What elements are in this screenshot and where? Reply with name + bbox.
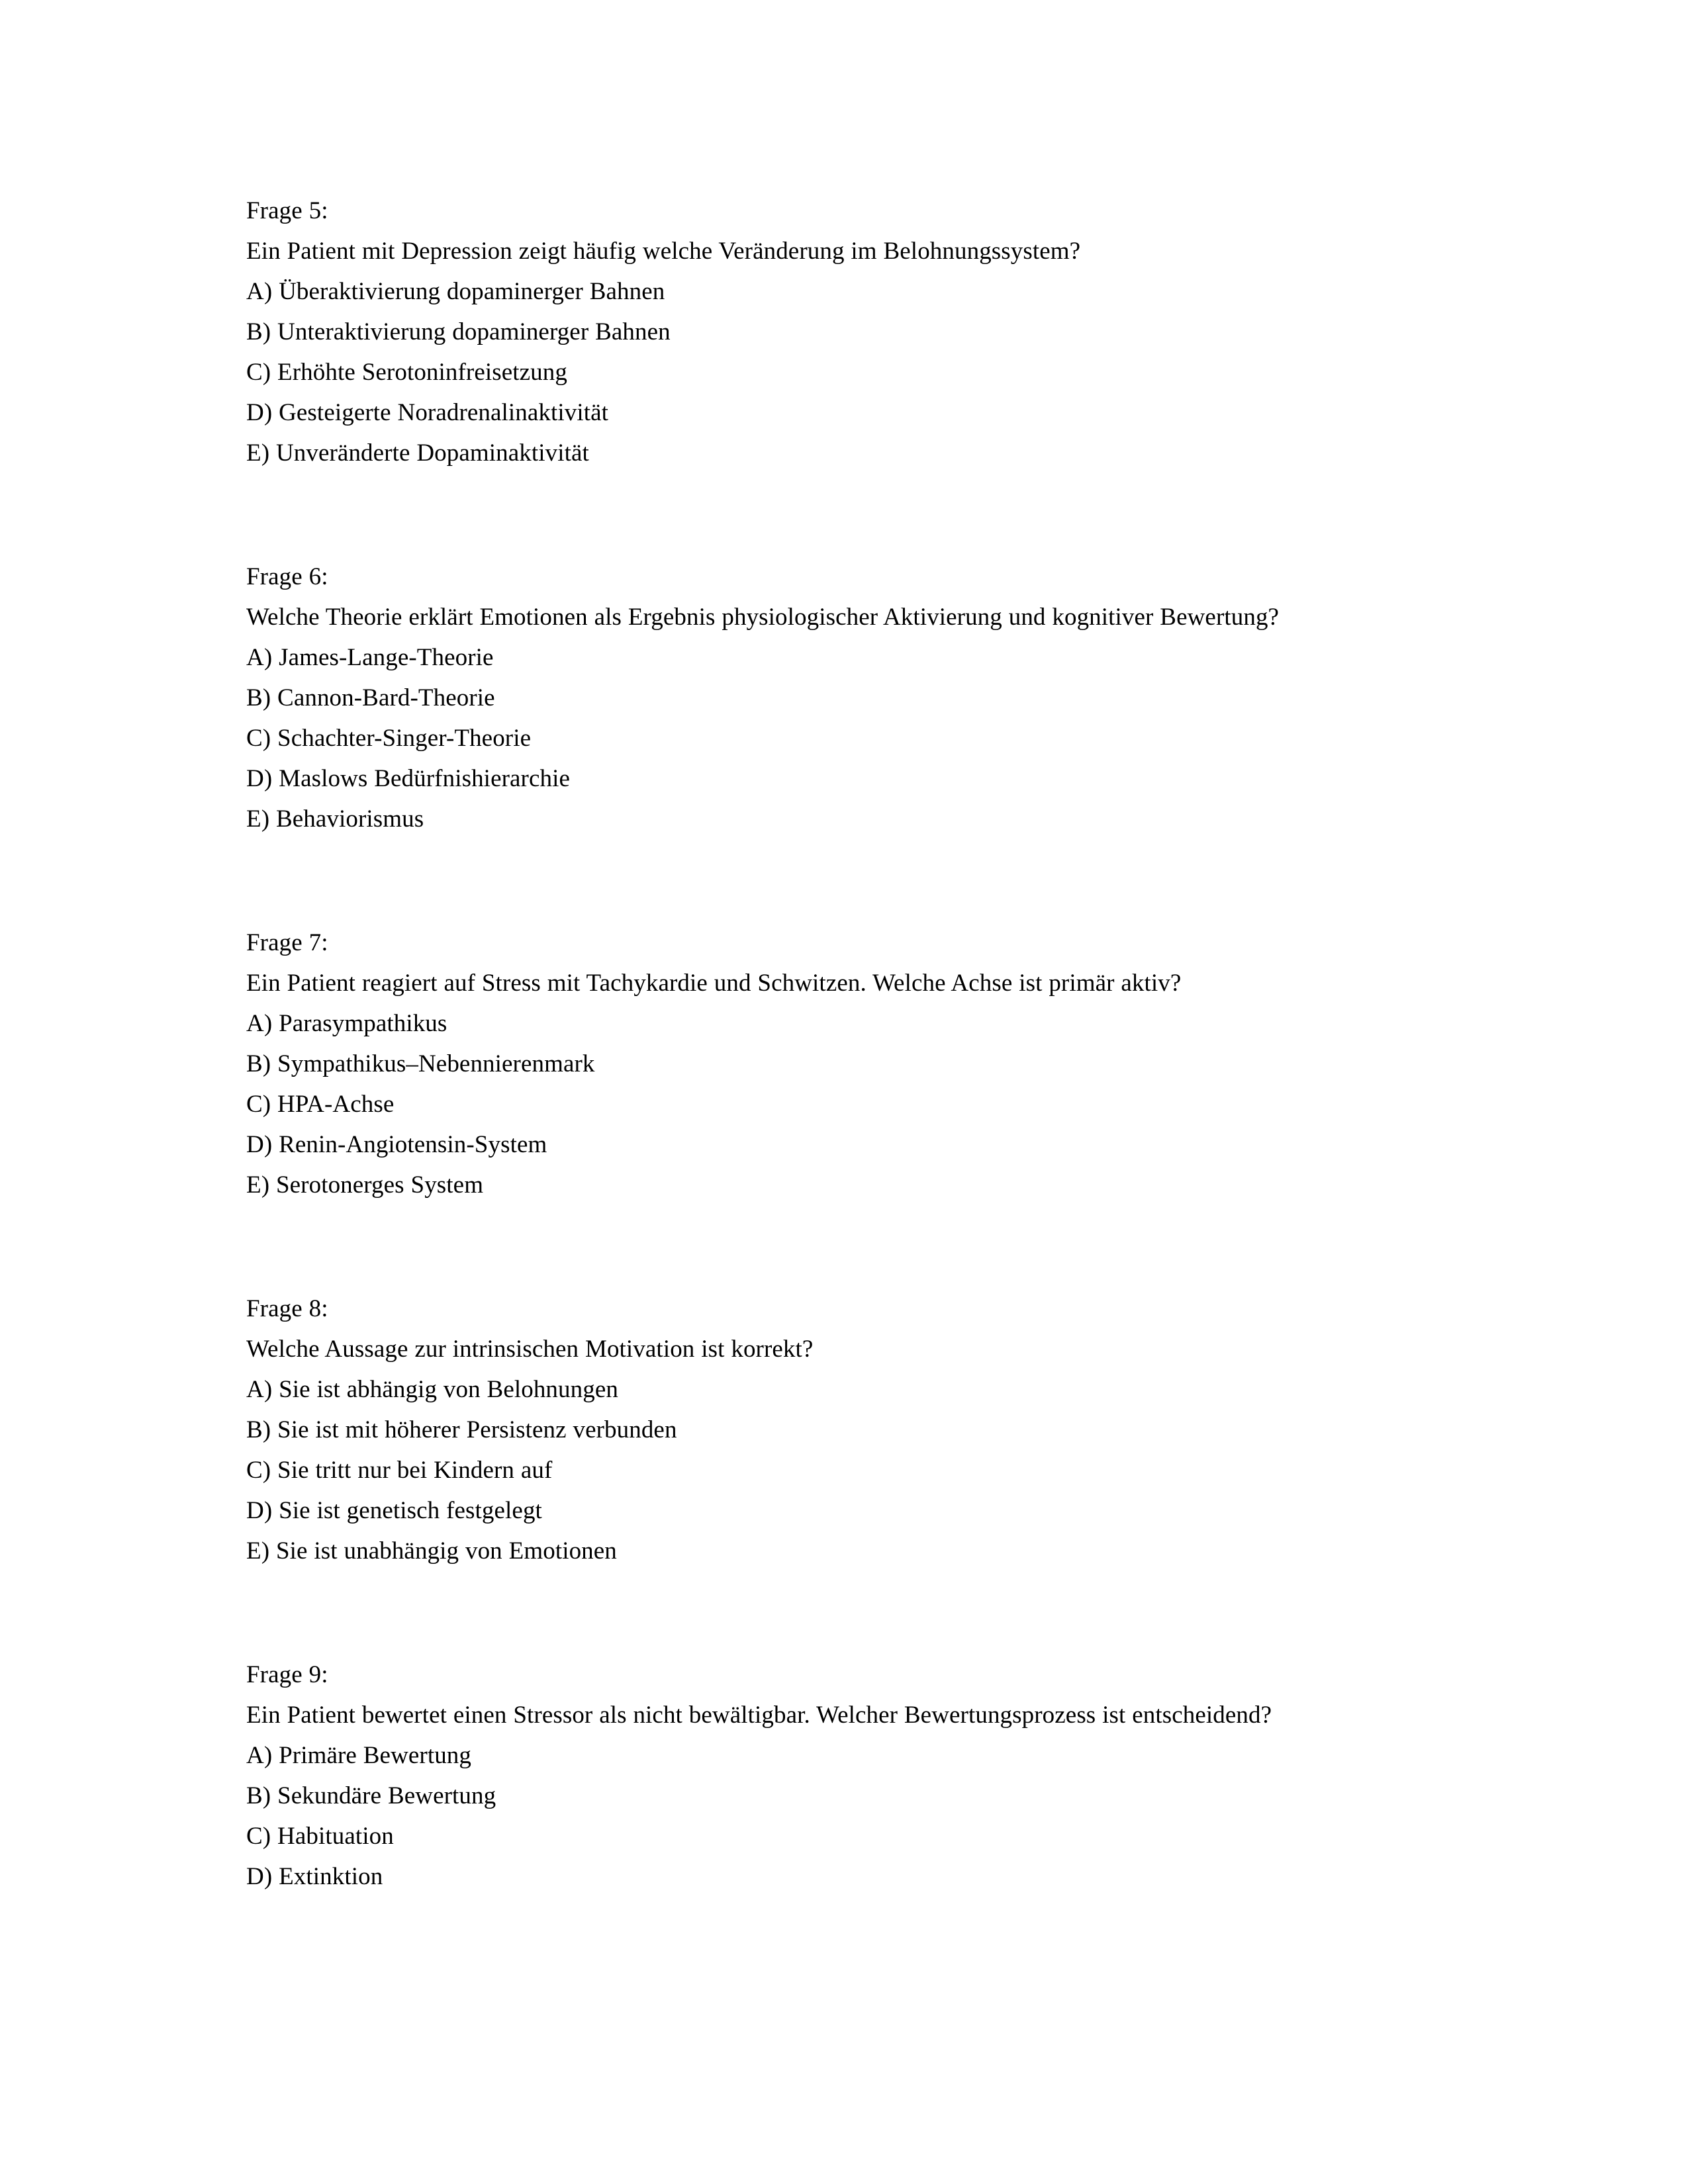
question-block <box>246 923 1411 1205</box>
answer-option-e: E) Serotonerges System <box>246 1171 484 1199</box>
question-stem: Ein Patient mit Depression zeigt häufig welche Veränderung im Belohnungssystem? <box>246 238 1081 265</box>
answer-option-d: D) Gesteigerte Noradrenalinaktivität <box>246 399 609 426</box>
question-block <box>246 191 1411 473</box>
question-label: Frage 6: <box>246 563 328 590</box>
answer-option-b: B) Sie ist mit höherer Persistenz verbunden <box>246 1416 677 1443</box>
answer-option-e: E) Behaviorismus <box>246 805 424 833</box>
answer-option-d: D) Renin-Angiotensin-System <box>246 1131 547 1158</box>
question-stem: Welche Aussage zur intrinsischen Motivation ist korrekt? <box>246 1336 814 1363</box>
answer-option-c: C) Sie tritt nur bei Kindern auf <box>246 1457 553 1484</box>
answer-option-b: B) Unteraktivierung dopaminerger Bahnen <box>246 318 671 345</box>
answer-option-c: C) HPA-Achse <box>246 1091 395 1118</box>
question-label: Frage 5: <box>246 197 328 224</box>
answer-option-a: A) Parasympathikus <box>246 1010 447 1037</box>
answer-option-c: C) Schachter-Singer-Theorie <box>246 725 532 752</box>
question-stem: Ein Patient bewertet einen Stressor als nicht bewältigbar. Welcher Bewertungsprozess ist entscheidend? <box>246 1702 1272 1729</box>
question-label: Frage 8: <box>246 1295 328 1322</box>
question-block <box>246 557 1411 839</box>
question-stem: Ein Patient reagiert auf Stress mit Tachykardie und Schwitzen. Welche Achse ist primär aktiv? <box>246 970 1182 997</box>
answer-option-c: C) Habituation <box>246 1823 394 1850</box>
question-block <box>246 1289 1411 1571</box>
answer-option-e: E) Sie ist unabhängig von Emotionen <box>246 1537 617 1565</box>
answer-option-d: D) Sie ist genetisch festgelegt <box>246 1497 542 1524</box>
answer-option-b: B) Cannon-Bard-Theorie <box>246 684 495 711</box>
question-stem: Welche Theorie erklärt Emotionen als Ergebnis physiologischer Aktivierung und kognitiver Bewertung? <box>246 604 1280 631</box>
answer-option-d: D) Maslows Bedürfnishierarchie <box>246 765 570 792</box>
answer-option-b: B) Sekundäre Bewertung <box>246 1782 496 1809</box>
answer-option-b: B) Sympathikus–Nebennierenmark <box>246 1050 595 1077</box>
question-label: Frage 7: <box>246 929 328 956</box>
answer-option-a: A) Überaktivierung dopaminerger Bahnen <box>246 278 665 305</box>
answer-option-a: A) Primäre Bewertung <box>246 1742 472 1769</box>
answer-option-a: A) James-Lange-Theorie <box>246 644 494 671</box>
question-block <box>246 1655 1411 1897</box>
answer-option-d: D) Extinktion <box>246 1863 383 1890</box>
answer-option-e: E) Unveränderte Dopaminaktivität <box>246 439 589 467</box>
answer-option-a: A) Sie ist abhängig von Belohnungen <box>246 1376 618 1403</box>
answer-option-c: C) Erhöhte Serotoninfreisetzung <box>246 359 567 386</box>
question-list <box>246 191 1411 1897</box>
question-label: Frage 9: <box>246 1661 328 1688</box>
